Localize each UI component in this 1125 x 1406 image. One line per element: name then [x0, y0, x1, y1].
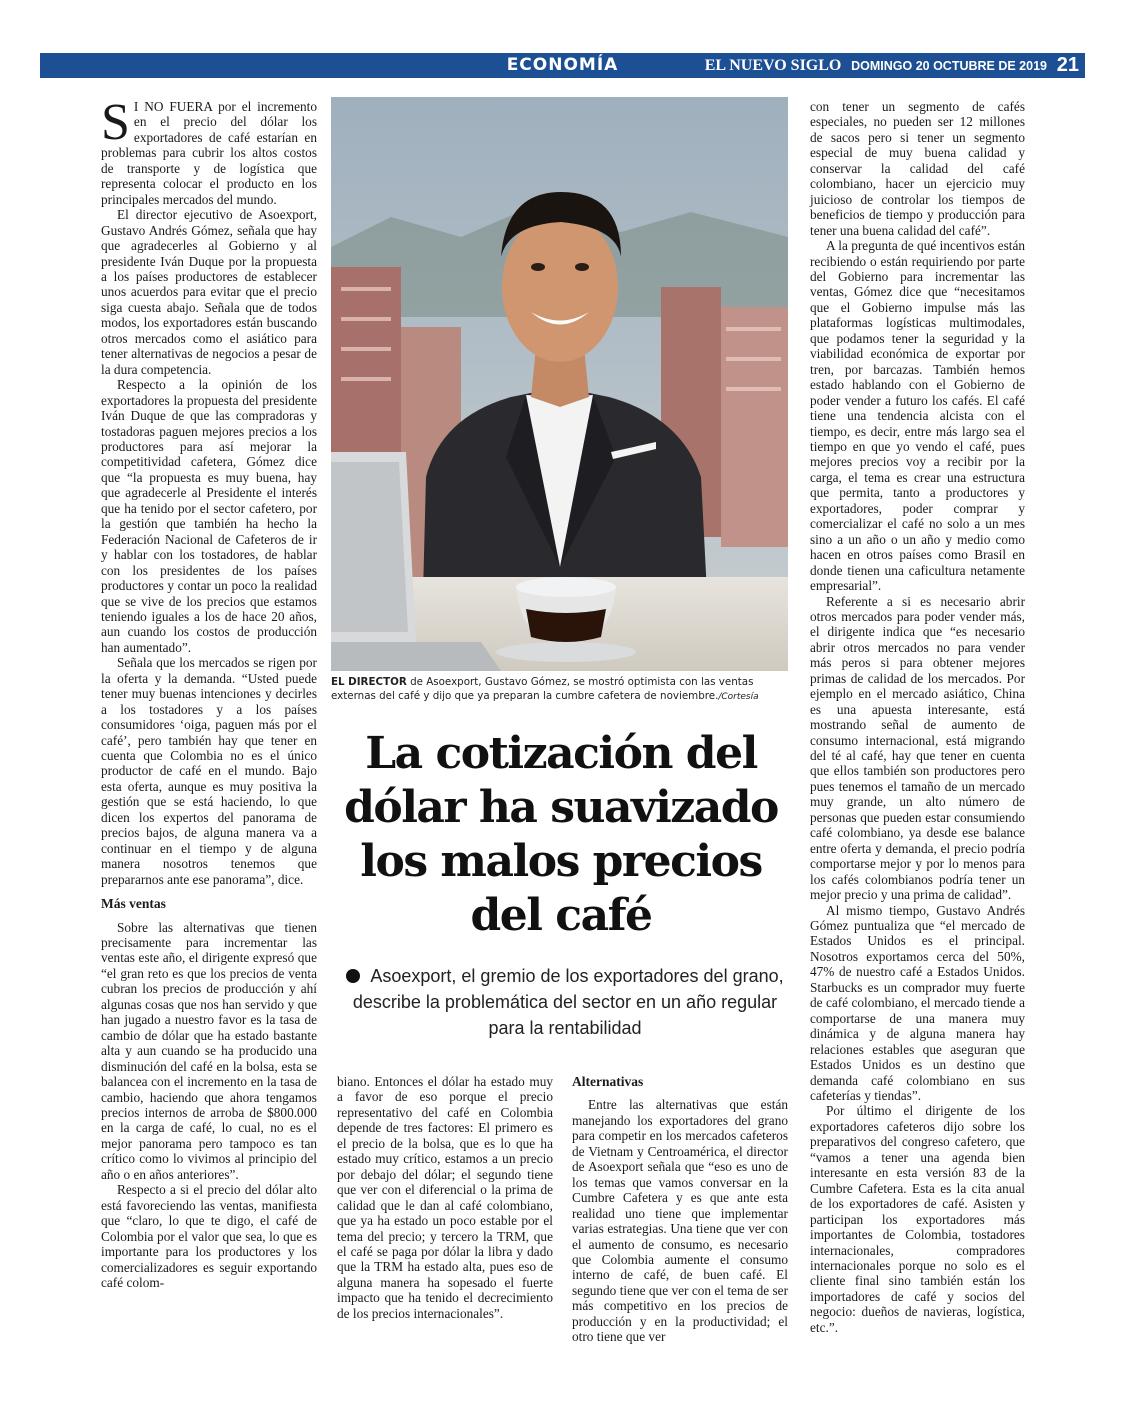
photo-caption [331, 675, 791, 704]
caption-credit: /Cortesía [718, 692, 759, 702]
paragraph: Sobre las alternativas que tienen precisamente para incrementar las ventas este año, el dirigente expresó que “el gran reto es que los precios de venta cubran los precios de producción y ahí algunas cosas que nos han servido y que han jugado a nuestro favor es la tasa de cambio de dólar que ha estado bastante alta y aun cuando se ha producido una disminución del café en la bolsa, esta se balancea con el incremento en la tasa de cambio, haciendo que ahora tengamos precios internos de arroba de $800.000 en la carga de café, lo cual, no es el mejor panorama pero tampoco es tan crítico como lo vivimos al principio del año o en años anteriores”. [101, 919, 317, 1182]
drop-cap: S [101, 94, 130, 151]
deck [345, 963, 785, 1041]
header-bar [40, 53, 1085, 78]
subhead-alternativas: Alternativas [572, 1074, 644, 1089]
bullet-icon [346, 969, 360, 983]
masthead [705, 53, 1047, 79]
newspaper-brand: EL NUEVO SIGLO [704, 57, 842, 74]
article-column-3 [572, 1074, 788, 1345]
article-column-1 [101, 94, 317, 1290]
caption-text: de Asoexport, Gustavo Gómez, se mostró optimista con las ventas externas del café y dijo que ya preparan la cumbre cafetera de noviembre. [331, 676, 754, 702]
paragraph: A la pregunta de qué incentivos están recibiendo o están requiriendo por parte del Gobierno para incrementar las ventas, Gómez dice que “necesitamos que el Gobierno impulse más las plataformas logísticas multimodales, que podamos tener la seguridad y la viabilidad económica de exportar por tren, por barcazas. También hemos estado hablando con el Gobierno de poder vender a futuro los cafés. El café tiene una tendencia alcista con el tiempo, es decir, entre más largo sea el tiempo en que yo vendo el café, pues mejores precios voy a recibir por la carga, el tema es crear una estructura que permita, tanto a productores y exportadores, poder comprar y comercializar el café no solo a un mes sino a un año o un año y medio como hacen en otros países como Brasil en donde tienen una caficultura netamente empresarial”. [810, 238, 1025, 594]
article-photo [331, 97, 788, 671]
deck-text: Asoexport, el gremio de los exportadores del grano, describe la problemática del sector en un año regular para la rentabilidad [352, 966, 784, 1038]
issue-date: DOMINGO 20 OCTUBRE DE 2019 [851, 59, 1047, 73]
caption-lead: EL DIRECTOR [331, 676, 407, 688]
paragraph: Respecto a la opinión de los exportadores la propuesta del presidente Iván Duque de que las compradoras y tostadoras paguen mejores precios a los productores para así mejorar la competitividad cafetera, Gómez dice que “la propuesta es muy buena, hay que agradecerle al Presidente el interés que ha tenido por el sector cafetero, por la gestión que también ha hecho la Federación Nacional de Cafeteros de ir y hablar con los tostadores, de hablar con los presidentes de los países productores y contar un poco la realidad que se vive de los precios que estamos teniendo iguales a los de hace 20 años, aun cuando los costos de producción han aumentado”. [101, 377, 317, 655]
paragraph: Al mismo tiempo, Gustavo Andrés Gómez puntualiza que “el mercado de Estados Unidos es el principal. Nosotros exportamos cerca del 50%, 47% de nuestro café a Estados Unidos. Starbucks es un comprador muy fuerte de café colombiano, el mercado tiende a comportarse de una manera muy dinámica y de alguna manera hay relaciones estables que aseguran que Estados Unidos es un destino que demanda café colombiano en sus cafeterías y tiendas”. [810, 902, 1025, 1103]
subhead-mas-ventas: Más ventas [101, 896, 166, 912]
paragraph: Respecto a si el precio del dólar alto está favoreciendo las ventas, manifiesta que “claro, lo que te digo, el café de Colombia por el valor que sea, lo que es importante para los productores y los comercializadores es seguir exportando café colom- [101, 1182, 317, 1290]
paragraph: El director ejecutivo de Asoexport, Gustavo Andrés Gómez, señala que hay que agradecerles al Gobierno y al presidente Iván Duque por la propuesta a los países productores de establecer unos acuerdos para evitar que el precio siga cuesta abajo. Señala que de todos modos, los exportadores están buscando otros mercados como el asiático para tener alternativas de negocios a pesar de la dura competencia. [101, 207, 317, 377]
paragraph: Referente a si es necesario abrir otros mercados para poder vender más, el dirigente indica que “es necesario abrir otros mercados no para vender más peros si para obtener mejores primas de calidad de los mercados. Por ejemplo en el mercado asiático, China es una apuesta interesante, está mostrando señal de aumento de consumo internacional, está migrando del té al café, hay que tener en cuenta que ellos también son productores pero pues tenemos el tamaño de un mercado muy grande, un alto número de personas que pueden estar consumiendo café colombiano, ya desde ese balance entre oferta y demanda, el precio podría comportarse mejor y por lo menos para los cafés colombianos podría tener un mejor precio y una prima de calidad”. [810, 593, 1025, 903]
article-column-4 [810, 99, 1025, 1335]
section-title: ECONOMÍA [506, 55, 619, 75]
paragraph: Señala que los mercados se rigen por la oferta y la demanda. “Usted puede tener muy buenas intenciones y decirles a los tostadores y a los países consumidores ‘oiga, paguen más por el café’, pero también hay que tener en cuenta que Colombia no es el único productor de café en el mundo. Bajo esta oferta, aunque es muy positiva la gestión que se está haciendo, lo que dicen los expertos del panorama de precios bajos, de alguna manera va a continuar en el tiempo y de alguna manera nosotros tenemos que prepararnos ante ese panorama”, dice. [101, 655, 317, 887]
article-column-2 [337, 1074, 553, 1321]
headline: La cotización del dólar ha suavizado los malos precios del café [344, 728, 778, 941]
portrait-illustration [331, 97, 788, 671]
paragraph: Por último el dirigente de los exportadores cafeteros dijo sobre los preparativos del congreso cafetero, que “vamos a tener una agenda bien interesante en esta versión 83 de la Cumbre Cafetera. Esta es la cita anual de los exportadores de café. Asisten y participan los exportadores más importantes de Colombia, tostadores internacionales, compradores internacionales porque no solo es el cliente final sino también están los importadores de café y socios del negocio: dueños de navieras, logística, etc.”. [810, 1103, 1025, 1335]
paragraph: Entre las alternativas que están manejando los exportadores del grano para competir en los mercados cafeteros de Vietnam y Centroamérica, el director de Asoexport señala que “eso es uno de los temas que vamos conversar en la Cumbre Cafetera y es que ante esta realidad uno tiene que implementar varias estrategias. Una tiene que ver con el aumento de consumo, es necesario que Colombia aumente el consumo interno de café, de buen café. El segundo tiene que ver con el tema de ser más competitivo en los precios de producción y en la productividad; el otro tiene que ver [572, 1097, 788, 1345]
paragraph: biano. Entonces el dólar ha estado muy a favor de eso porque el precio representativo del café en Colombia depende de tres factores: El primero es el precio de la bolsa, que es lo que ha estado muy crítico, estamos a un precio por debajo del dólar; el segundo tiene que ver con el diferencial o la prima de calidad que le dan al café colombiano, que ya ha estado un poco estable por el tema del precio; y tercero la TRM, que el café se paga por dólar la libra y dado que la TRM ha estado alta, pues eso de alguna manera ha sopesado el fuerte impacto que ha tenido el decrecimiento de los precios internacionales”. [337, 1074, 553, 1321]
lead-paragraph: S I NO FUERA por el incremento en el precio del dólar los exportadores de café estarían en problemas para cubrir los altos costos de transporte y de logística que representa colocar el producto en los principales mercados del mundo. [101, 94, 317, 207]
paragraph: con tener un segmento de cafés especiales, no pueden ser 12 millones de sacos pero si tener un segmento especial de muy buena calidad y conservar la calidad del café colombiano, hacer un ejercicio muy juicioso de controlar los tiempos de beneficios de tiempo y producción para tener una buena calidad del café”. [810, 99, 1025, 238]
page-number: 21 [1056, 54, 1079, 76]
